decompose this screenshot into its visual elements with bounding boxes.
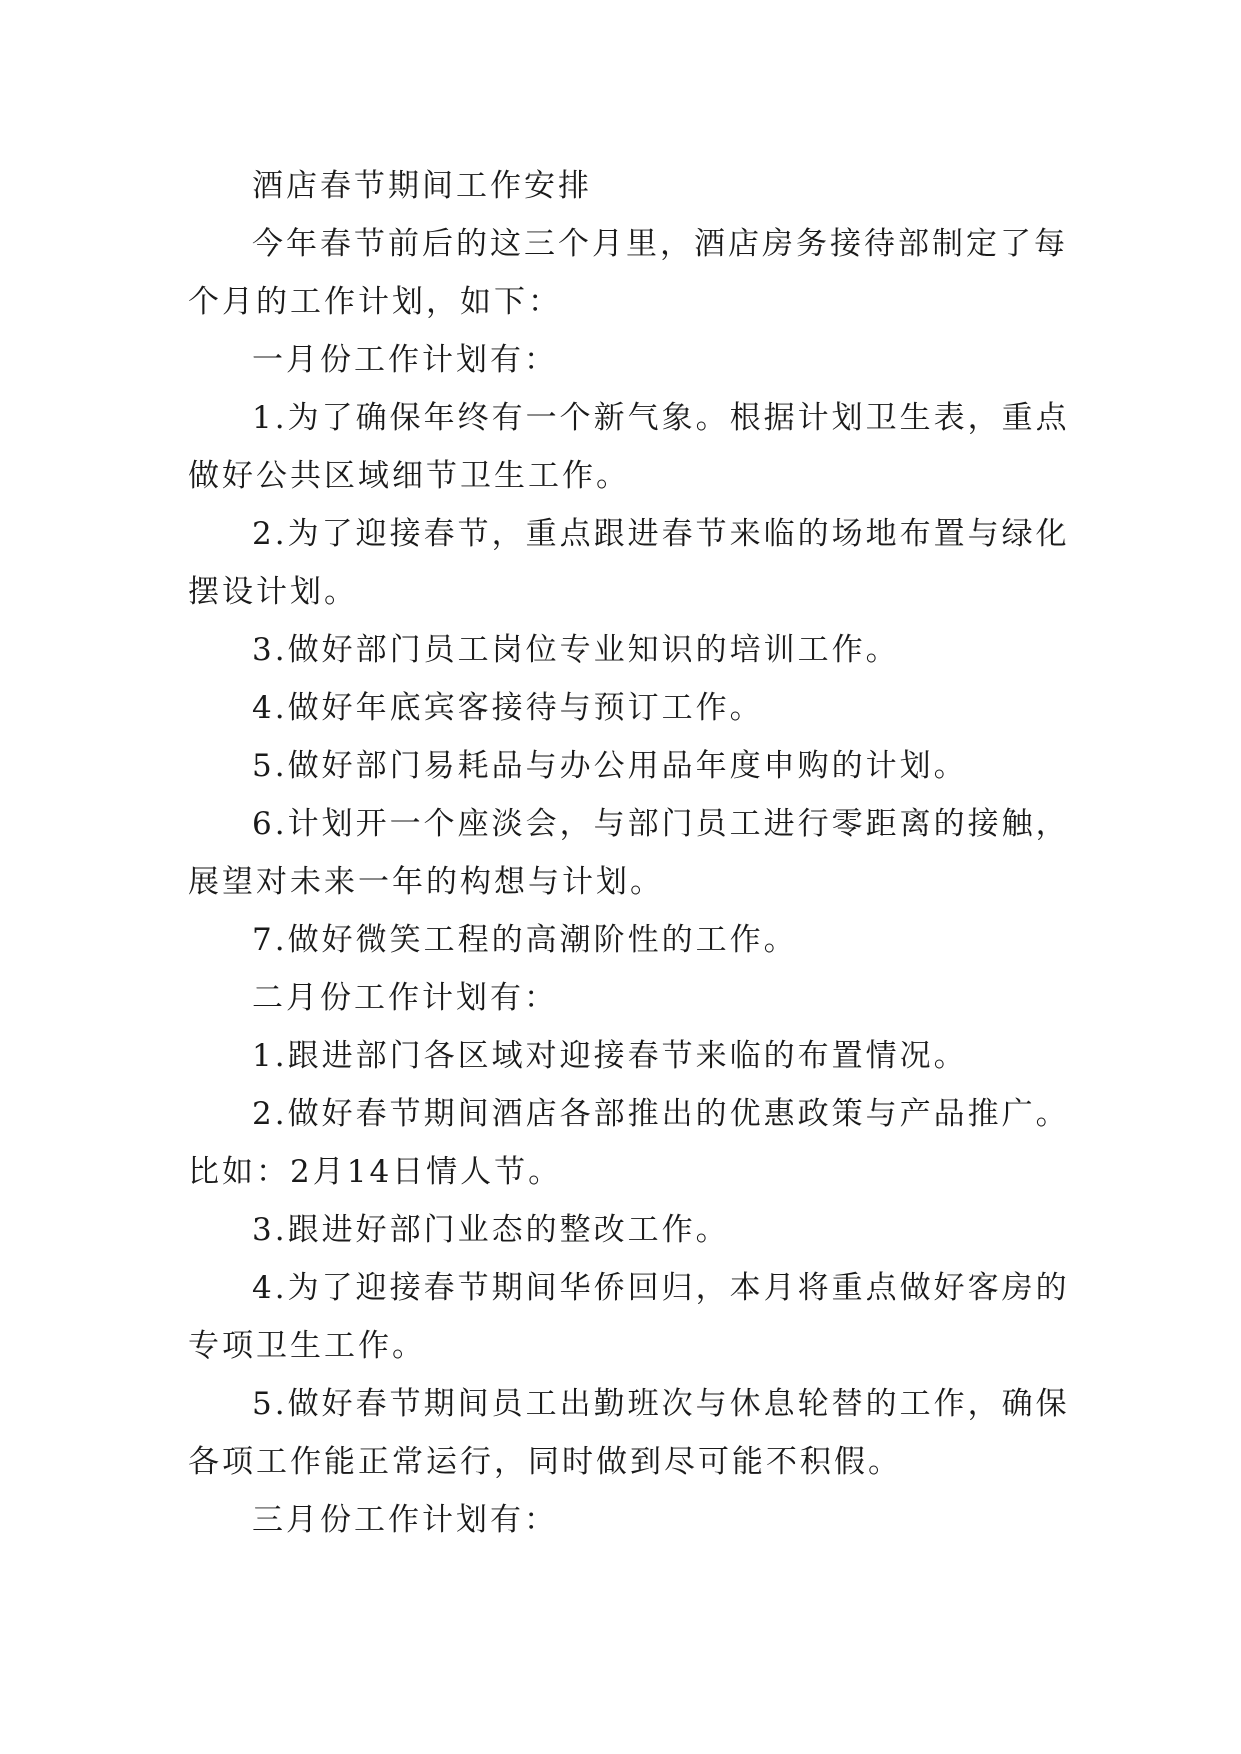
list-item: 各项工作能正常运行，同时做到尽可能不积假。 (188, 1444, 902, 1480)
list-item: 3.做好部门员工岗位专业知识的培训工作。 (252, 632, 900, 668)
list-item: 2.做好春节期间酒店各部推出的优惠政策与产品推广。 (252, 1096, 1070, 1132)
list-item: 1.为了确保年终有一个新气象。根据计划卫生表，重点 (252, 400, 1070, 436)
document-title: 酒店春节期间工作安排 (252, 168, 592, 204)
list-item: 摆设计划。 (188, 574, 358, 610)
list-item: 展望对未来一年的构想与计划。 (188, 864, 664, 900)
intro-paragraph: 个月的工作计划，如下： (188, 284, 562, 320)
list-item: 专项卫生工作。 (188, 1328, 426, 1364)
list-item: 4.为了迎接春节期间华侨回归，本月将重点做好客房的 (252, 1270, 1070, 1306)
section-heading-january: 一月份工作计划有： (252, 342, 558, 378)
section-heading-march: 三月份工作计划有： (252, 1502, 558, 1538)
list-item: 3.跟进好部门业态的整改工作。 (252, 1212, 730, 1248)
list-item: 比如：2月14日情人节。 (188, 1154, 563, 1190)
list-item: 5.做好部门易耗品与办公用品年度申购的计划。 (252, 748, 968, 784)
list-item: 5.做好春节期间员工出勤班次与休息轮替的工作，确保 (252, 1386, 1070, 1422)
list-item: 7.做好微笑工程的高潮阶性的工作。 (252, 922, 798, 958)
section-heading-february: 二月份工作计划有： (252, 980, 558, 1016)
list-item: 做好公共区域细节卫生工作。 (188, 458, 630, 494)
list-item: 6.计划开一个座淡会，与部门员工进行零距离的接触， (252, 806, 1070, 842)
list-item: 2.为了迎接春节，重点跟进春节来临的场地布置与绿化 (252, 516, 1070, 552)
list-item: 4.做好年底宾客接待与预订工作。 (252, 690, 764, 726)
list-item: 1.跟进部门各区域对迎接春节来临的布置情况。 (252, 1038, 968, 1074)
intro-paragraph: 今年春节前后的这三个月里，酒店房务接待部制定了每 (252, 226, 1068, 262)
